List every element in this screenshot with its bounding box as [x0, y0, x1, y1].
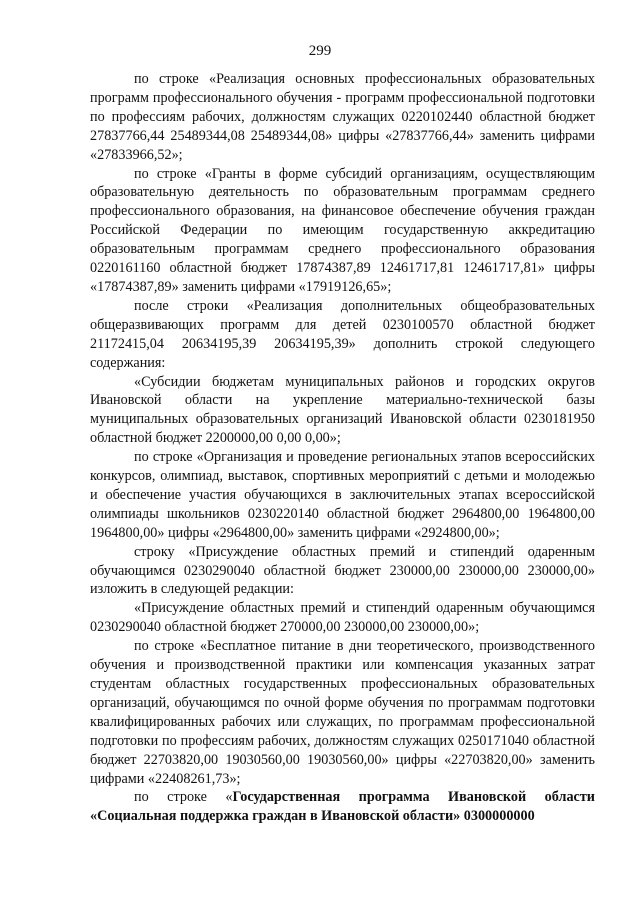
- paragraph-2: по строке «Гранты в форме субсидий организациям, осуществляющим образовательную деятельность по образовательным программам среднего профессионального образования, на финансовое обеспечение обучения граждан Российской Федерации по имеющим государственную аккредитацию образовательным программам среднего профессионального образования 0220161160 областной бюджет 17874387,89 12461717,81 12461717,81» цифры «17874387,89» заменить цифрами «17919126,65»;: [90, 165, 595, 295]
- paragraph-9: [90, 788, 595, 826]
- paragraph-9-prefix: по строке «: [134, 789, 233, 806]
- paragraph-1: по строке «Реализация основных профессиональных образовательных программ профессионального обучения - программ профессиональной подготовки по профессиям рабочих, должностям служащих 0220102440 областной бюджет 27837766,44 25489344,08 25489344,08» цифры «27837766,44» заменить цифрами «27833966,52»;: [90, 71, 595, 163]
- paragraph-3: после строки «Реализация дополнительных общеобразовательных общеразвивающих программ для детей 0230100570 областной бюджет 21172415,04 20634195,39 20634195,39» дополнить строкой следующего содержания:: [90, 297, 595, 371]
- page-number: 299: [308, 43, 332, 59]
- document-body: [90, 70, 595, 826]
- paragraph-7: «Присуждение областных премий и стипендий одаренным обучающимся 0230290040 областной бюджет 270000,00 230000,00 230000,00»;: [90, 600, 595, 636]
- paragraph-9-bold-text: Государственная программа Ивановской области «Социальная поддержка граждан в Ивановской области» 0300000000: [90, 789, 595, 825]
- paragraph-4: «Субсидии бюджетам муниципальных районов и городских округов Ивановской области на укрепление материально-технической базы муниципальных образовательных организаций Ивановской области 0230181950 областной бюджет 2200000,00 0,00 0,00»;: [90, 373, 595, 447]
- paragraph-6: строку «Присуждение областных премий и стипендий одаренным обучающимся 0230290040 областной бюджет 230000,00 230000,00 230000,00» изложить в следующей редакции:: [90, 543, 595, 598]
- paragraph-5: по строке «Организация и проведение региональных этапов всероссийских конкурсов, олимпиад, выставок, спортивных мероприятий с детьми и молодежью и обеспечение участия обучающихся в заключительных этапах всероссийской олимпиады школьников 0230220140 областной бюджет 2964800,00 1964800,00 1964800,00» цифры «2964800,00» заменить цифрами «2924800,00»;: [90, 449, 595, 541]
- paragraph-8: по строке «Бесплатное питание в дни теоретического, производственного обучения и производственной практики или компенсация указанных затрат студентам областных государственных профессиональных образовательных организаций, обучающимся по очной форме обучения по программам подготовки квалифицированных рабочих или служащих, по программам профессиональной подготовки по профессиям рабочих, должностям служащих 0250171040 областной бюджет 22703820,00 19030560,00 19030560,00» цифры «22703820,00» заменить цифрами «22408261,73»;: [90, 638, 595, 787]
